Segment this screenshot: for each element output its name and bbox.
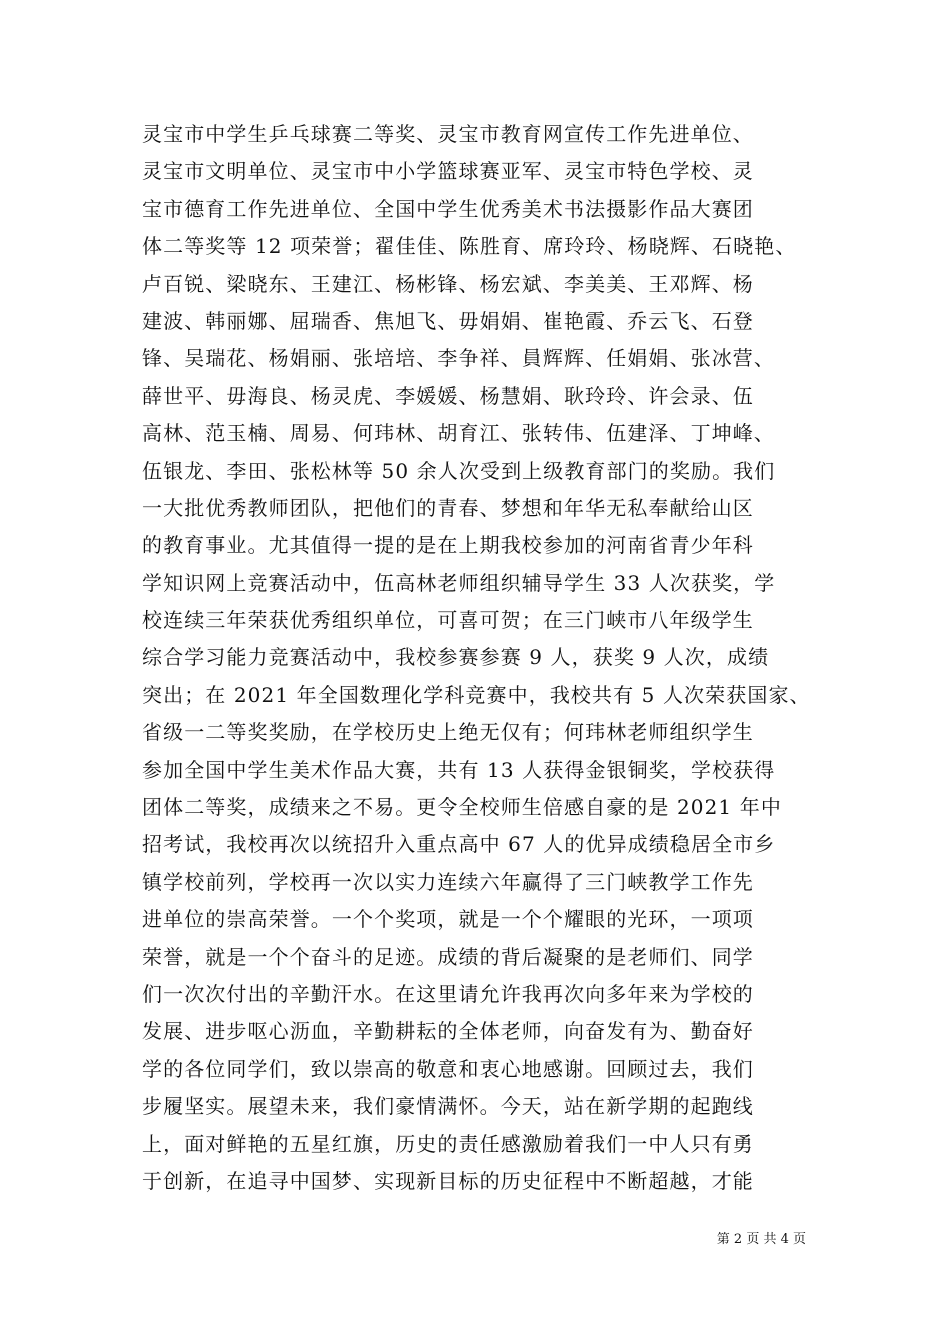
text-line: 建波、韩丽娜、屈瑞香、焦旭飞、毋娟娟、崔艳霞、乔云飞、石登 — [142, 308, 754, 333]
text-line: 镇学校前列，学校再一次以实力连续六年赢得了三门峡教学工作先 — [142, 869, 754, 894]
text-line: 省级一二等奖奖励，在学校历史上绝无仅有；何玮林老师组织学生 — [142, 720, 754, 745]
text-line: 伍银龙、李田、张松林等 50 余人次受到上级教育部门的奖励。我们 — [142, 458, 776, 483]
text-line: 一大批优秀教师团队，把他们的青春、梦想和年华无私奉献给山区 — [142, 495, 754, 520]
text-line: 体二等奖等 12 项荣誉；翟佳佳、陈胜育、席玲玲、杨晓辉、石晓艳、 — [142, 234, 797, 259]
text-line: 上，面对鲜艳的五星红旗，历史的责任感激励着我们一中人只有勇 — [142, 1131, 754, 1156]
text-line: 荣誉，就是一个个奋斗的足迹。成绩的背后凝聚的是老师们、同学 — [142, 944, 754, 969]
text-line: 招考试，我校再次以统招升入重点高中 67 人的优异成绩稳居全市乡 — [142, 832, 776, 857]
text-line: 学的各位同学们，致以崇高的敬意和衷心地感谢。回顾过去，我们 — [142, 1056, 754, 1081]
text-line: 学知识网上竞赛活动中，伍高林老师组织辅导学生 33 人次获奖，学 — [142, 570, 776, 595]
body-text — [142, 116, 822, 1200]
text-line: 高林、范玉楠、周易、何玮林、胡育江、张转伟、伍建泽、丁坤峰、 — [142, 421, 775, 446]
text-line: 灵宝市文明单位、灵宝市中小学篮球赛亚军、灵宝市特色学校、灵 — [142, 159, 754, 184]
text-line: 突出；在 2021 年全国数理化学科竞赛中，我校共有 5 人次荣获国家、 — [142, 682, 811, 707]
text-line: 校连续三年荣获优秀组织单位，可喜可贺；在三门峡市八年级学生 — [142, 608, 754, 633]
text-line: 的教育事业。尤其值得一提的是在上期我校参加的河南省青少年科 — [142, 533, 754, 558]
text-line: 步履坚实。展望未来，我们豪情满怀。今天，站在新学期的起跑线 — [142, 1094, 754, 1119]
text-line: 于创新，在追寻中国梦、实现新目标的历史征程中不断超越，才能 — [142, 1168, 754, 1193]
text-line: 进单位的崇高荣誉。一个个奖项，就是一个个耀眼的光环，一项项 — [142, 907, 754, 932]
text-line: 锋、吴瑞花、杨娟丽、张培培、李争祥、員辉辉、任娟娟、张冰营、 — [142, 346, 775, 371]
text-line: 们一次次付出的辛勤汗水。在这里请允许我再次向多年来为学校的 — [142, 981, 754, 1006]
text-line: 团体二等奖，成绩来之不易。更令全校师生倍感自豪的是 2021 年中 — [142, 795, 782, 820]
text-line: 宝市德育工作先进单位、全国中学生优秀美术书法摄影作品大赛团 — [142, 196, 754, 221]
page-number-footer: 第 2 页 共 4 页 — [716, 1232, 806, 1247]
text-line: 薛世平、毋海良、杨灵虎、李媛媛、杨慧娟、耿玲玲、许会录、伍 — [142, 383, 754, 408]
text-line: 灵宝市中学生乒乓球赛二等奖、灵宝市教育网宣传工作先进单位、 — [142, 122, 754, 146]
text-line: 综合学习能力竞赛活动中，我校参赛参赛 9 人，获奖 9 人次，成绩 — [142, 645, 770, 670]
text-line: 卢百锐、梁晓东、王建江、杨彬锋、杨宏斌、李美美、王邓辉、杨 — [142, 271, 754, 296]
text-line: 发展、进步呕心沥血，辛勤耕耘的全体老师，向奋发有为、勤奋好 — [142, 1019, 754, 1044]
text-line: 参加全国中学生美术作品大赛，共有 13 人获得金银铜奖，学校获得 — [142, 757, 776, 782]
